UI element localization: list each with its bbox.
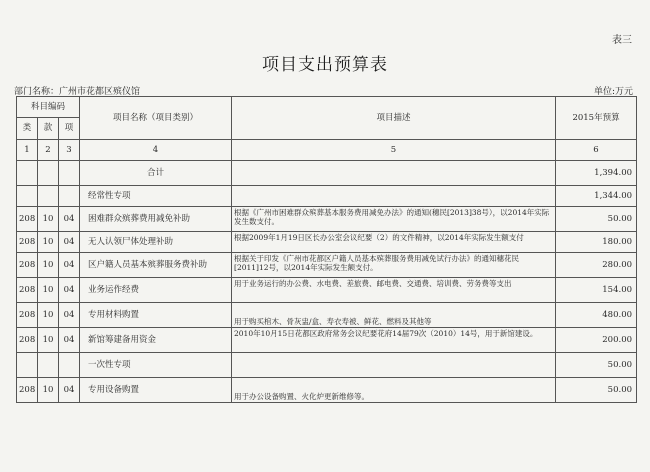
table-number-label: 表三 <box>612 35 632 46</box>
cell-amount: 1,344.00 <box>556 186 637 207</box>
cell-lei: 208 <box>17 207 38 232</box>
cell-amount: 480.00 <box>556 303 637 328</box>
cell-project-name: 专用设备购置 <box>80 378 232 403</box>
table-row <box>17 353 637 378</box>
cell-kuan: 10 <box>38 232 59 253</box>
table-row <box>17 278 637 303</box>
col-number: 1 <box>17 140 38 161</box>
cell-lei: 208 <box>17 378 38 403</box>
cell-lei: 208 <box>17 253 38 278</box>
cell-kuan: 10 <box>38 253 59 278</box>
cell-xiang: 04 <box>59 278 80 303</box>
header-budget: 2015年预算 <box>556 97 637 140</box>
cell-lei: 208 <box>17 328 38 353</box>
cell-xiang: 04 <box>59 328 80 353</box>
cell-xiang: 04 <box>59 207 80 232</box>
col-number: 2 <box>38 140 59 161</box>
table-row <box>17 186 637 207</box>
cell-project-desc: 2010年10月15日花都区政府常务会议纪要花府14届79次（2010）14号，用于新馆建设。 <box>232 328 556 353</box>
cell-lei <box>17 353 38 378</box>
page-title: 项目支出预算表 <box>262 55 388 75</box>
header-code-group: 科目编码 <box>17 97 80 118</box>
cell-lei: 208 <box>17 232 38 253</box>
department-label: 部门名称：广州市花都区殡仪馆 <box>14 87 141 97</box>
total-amount: 1,394.00 <box>556 161 637 186</box>
header-project-name: 项目名称（项目类别） <box>80 97 232 140</box>
total-row <box>17 161 637 186</box>
header-row-1 <box>17 97 637 118</box>
cell-xiang: 04 <box>59 232 80 253</box>
total-label: 合计 <box>80 161 232 186</box>
cell-kuan: 10 <box>38 303 59 328</box>
cell-xiang <box>59 186 80 207</box>
cell-amount: 180.00 <box>556 232 637 253</box>
cell-amount: 50.00 <box>556 378 637 403</box>
cell-project-name: 专用材料购置 <box>80 303 232 328</box>
cell-xiang: 04 <box>59 253 80 278</box>
header-kuan: 款 <box>38 118 59 140</box>
cell-lei: 208 <box>17 278 38 303</box>
table-row <box>17 232 637 253</box>
cell-amount: 50.00 <box>556 207 637 232</box>
cell-lei: 208 <box>17 303 38 328</box>
table-row <box>17 207 637 232</box>
cell-project-desc: 用于办公设备购置、火化炉更新维修等。 <box>232 378 556 403</box>
table-row <box>17 378 637 403</box>
cell-amount: 154.00 <box>556 278 637 303</box>
cell-amount: 200.00 <box>556 328 637 353</box>
cell-kuan <box>38 353 59 378</box>
cell-project-name: 新馆筹建备用资金 <box>80 328 232 353</box>
cell-project-desc: 根据《广州市困难群众殡葬基本服务费用减免办法》的通知(穗民[2013]38号），以2014年实际发生数支付。 <box>232 207 556 232</box>
col-number: 6 <box>556 140 637 161</box>
table-row <box>17 328 637 353</box>
cell-kuan: 10 <box>38 207 59 232</box>
cell-project-desc: 根据2009年1月19日区长办公室会议纪要（2）的文件精神，以2014年实际发生额支付 <box>232 232 556 253</box>
cell-project-desc <box>232 186 556 207</box>
table-row <box>17 303 637 328</box>
cell-kuan <box>38 186 59 207</box>
cell-project-desc <box>232 353 556 378</box>
col-number: 3 <box>59 140 80 161</box>
header-lei: 类 <box>17 118 38 140</box>
cell-project-name: 经常性专项 <box>80 186 232 207</box>
col-number: 4 <box>80 140 232 161</box>
cell-amount: 50.00 <box>556 353 637 378</box>
budget-table <box>16 96 637 403</box>
header-project-desc: 项目描述 <box>232 97 556 140</box>
cell-kuan: 10 <box>38 378 59 403</box>
cell-kuan: 10 <box>38 328 59 353</box>
table-row <box>17 253 637 278</box>
column-number-row <box>17 140 637 161</box>
cell-project-name: 业务运作经费 <box>80 278 232 303</box>
cell-xiang <box>59 353 80 378</box>
cell-kuan: 10 <box>38 278 59 303</box>
header-xiang: 项 <box>59 118 80 140</box>
cell-amount: 280.00 <box>556 253 637 278</box>
cell-project-name: 区户籍人员基本殡葬服务费补助 <box>80 253 232 278</box>
cell-project-name: 困难群众殡葬费用减免补助 <box>80 207 232 232</box>
cell-project-desc: 用于购买棺木、骨灰盅/盒、寿衣寿被、鲜花、燃料及其他等 <box>232 303 556 328</box>
cell-project-name: 无人认领尸体处理补助 <box>80 232 232 253</box>
unit-label: 单位:万元 <box>593 87 633 97</box>
cell-project-name: 一次性专项 <box>80 353 232 378</box>
cell-lei <box>17 186 38 207</box>
cell-xiang: 04 <box>59 303 80 328</box>
cell-xiang: 04 <box>59 378 80 403</box>
cell-project-desc: 用于业务运行的办公费、水电费、差旅费、邮电费、交通费、培训费、劳务费等支出 <box>232 278 556 303</box>
cell-project-desc: 根据关于印发《广州市花都区户籍人员基本殡葬服务费用减免试行办法》的通知穗花民[2011]12号，以2014年实际发生额支付。 <box>232 253 556 278</box>
col-number: 5 <box>232 140 556 161</box>
